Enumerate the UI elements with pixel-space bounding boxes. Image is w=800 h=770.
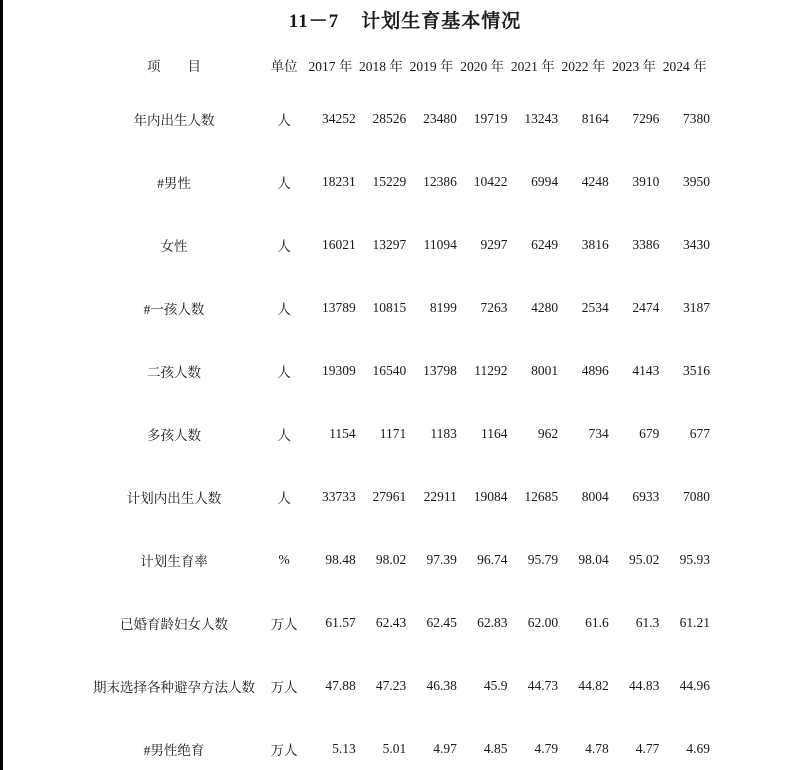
cell-value: 5.13 <box>332 740 356 756</box>
cell-value: 9297 <box>480 236 508 252</box>
cell-value: 7380 <box>683 110 710 126</box>
cell-value: 10422 <box>473 173 508 189</box>
cell-value: 12685 <box>524 488 559 504</box>
cell-value: 3386 <box>632 236 660 252</box>
cell-value: 4.77 <box>635 740 660 756</box>
table-number: 11－7 <box>288 11 340 32</box>
row-label: #一孩人数 <box>143 301 205 317</box>
row-label: 期末选择各种避孕方法人数 <box>93 679 256 695</box>
row-unit: 人 <box>277 364 291 380</box>
table-row <box>85 465 710 528</box>
row-unit: 万人 <box>270 679 298 695</box>
row-unit: % <box>278 551 290 567</box>
cell-value: 4.78 <box>585 740 609 756</box>
cell-value: 47.88 <box>325 677 356 693</box>
header-year-2023: 2023 年 <box>612 59 656 74</box>
cell-value: 8199 <box>429 299 457 315</box>
cell-value: 33733 <box>321 488 356 504</box>
cell-value: 44.83 <box>628 677 660 693</box>
cell-value: 44.73 <box>527 677 559 693</box>
cell-value: 962 <box>537 425 559 441</box>
table-row <box>85 150 710 213</box>
cell-value: 1183 <box>430 425 457 441</box>
cell-value: 95.93 <box>679 551 710 567</box>
cell-value: 95.02 <box>628 551 660 567</box>
header-unit: 单位 <box>270 59 298 74</box>
table-row <box>85 528 710 591</box>
cell-value: 677 <box>689 425 710 441</box>
row-label: #男性绝育 <box>143 742 205 758</box>
cell-value: 4896 <box>581 362 609 378</box>
cell-value: 4.69 <box>686 740 710 756</box>
cell-value: 46.38 <box>426 677 457 693</box>
cell-value: 3910 <box>632 173 660 189</box>
family-planning-table <box>85 43 710 770</box>
cell-value: 18231 <box>321 173 356 189</box>
table-row <box>85 402 710 465</box>
row-label: #男性 <box>157 175 191 191</box>
cell-value: 3816 <box>581 236 609 252</box>
cell-value: 15229 <box>372 173 407 189</box>
cell-value: 98.48 <box>325 551 356 567</box>
cell-value: 28526 <box>372 110 407 126</box>
cell-value: 2534 <box>581 299 609 315</box>
page-left-rule <box>0 0 3 770</box>
row-label: 计划内出生人数 <box>126 490 222 506</box>
cell-value: 4.97 <box>433 740 457 756</box>
table-row <box>85 717 710 770</box>
cell-value: 4143 <box>632 362 660 378</box>
cell-value: 44.82 <box>578 677 609 693</box>
cell-value: 97.39 <box>426 551 457 567</box>
cell-value: 22911 <box>423 488 457 504</box>
table-row <box>85 213 710 276</box>
header-year-2022: 2022 年 <box>561 59 606 74</box>
cell-value: 7263 <box>480 299 508 315</box>
cell-value: 98.04 <box>578 551 609 567</box>
row-label: 多孩人数 <box>147 427 202 443</box>
cell-value: 19309 <box>321 362 356 378</box>
cell-value: 11094 <box>423 236 457 252</box>
header-year-2024: 2024 年 <box>662 59 707 74</box>
cell-value: 11292 <box>474 362 508 378</box>
cell-value: 23480 <box>423 110 457 126</box>
table-body <box>85 87 710 770</box>
cell-value: 3187 <box>683 299 710 315</box>
cell-value: 62.45 <box>426 614 457 630</box>
header-year-2021: 2021 年 <box>510 59 555 74</box>
table-title: 计划生育基本情况 <box>361 11 522 32</box>
cell-value: 98.02 <box>375 551 407 567</box>
cell-value: 44.96 <box>679 677 710 693</box>
cell-value: 13243 <box>524 110 559 126</box>
table-row <box>85 339 710 402</box>
cell-value: 3950 <box>683 173 710 189</box>
cell-value: 19084 <box>473 488 508 504</box>
cell-value: 34252 <box>321 110 356 126</box>
cell-value: 62.00 <box>527 614 559 630</box>
cell-value: 7080 <box>683 488 710 504</box>
cell-value: 95.79 <box>527 551 559 567</box>
row-label: 二孩人数 <box>147 364 202 380</box>
header-item: 项 目 <box>147 59 202 74</box>
cell-value: 16021 <box>321 236 356 252</box>
row-label: 计划生育率 <box>140 553 208 569</box>
cell-value: 16540 <box>372 362 407 378</box>
cell-value: 6994 <box>531 173 559 189</box>
cell-value: 7296 <box>632 110 660 126</box>
row-unit: 人 <box>277 112 291 128</box>
cell-value: 8001 <box>531 362 559 378</box>
cell-value: 61.21 <box>679 614 710 630</box>
cell-value: 734 <box>588 425 609 441</box>
cell-value: 8004 <box>581 488 609 504</box>
table-row <box>85 654 710 717</box>
table-row <box>85 87 710 150</box>
cell-value: 13297 <box>372 236 407 252</box>
cell-value: 3516 <box>683 362 710 378</box>
cell-value: 1154 <box>329 425 356 441</box>
cell-value: 6933 <box>632 488 660 504</box>
cell-value: 62.43 <box>375 614 407 630</box>
table-row <box>85 591 710 654</box>
cell-value: 1171 <box>379 425 407 441</box>
row-unit: 万人 <box>270 742 298 758</box>
table-row <box>85 276 710 339</box>
header-year-2018: 2018 年 <box>359 59 403 74</box>
cell-value: 47.23 <box>375 677 407 693</box>
cell-value: 13798 <box>423 362 457 378</box>
row-label: 已婚育龄妇女人数 <box>120 616 229 632</box>
row-unit: 人 <box>277 175 291 191</box>
page-title <box>10 0 800 43</box>
cell-value: 8164 <box>581 110 609 126</box>
cell-value: 5.01 <box>382 740 407 756</box>
cell-value: 27961 <box>372 488 407 504</box>
row-unit: 人 <box>277 238 291 254</box>
header-year-2020: 2020 年 <box>460 59 505 74</box>
cell-value: 679 <box>639 425 660 441</box>
row-unit: 人 <box>277 427 291 443</box>
cell-value: 61.3 <box>635 614 660 630</box>
header-year-2019: 2019 年 <box>409 59 454 74</box>
cell-value: 13789 <box>321 299 356 315</box>
row-unit: 万人 <box>270 616 298 632</box>
cell-value: 45.9 <box>483 677 508 693</box>
cell-value: 2474 <box>632 299 660 315</box>
cell-value: 4280 <box>531 299 559 315</box>
cell-value: 10815 <box>372 299 407 315</box>
cell-value: 12386 <box>423 173 457 189</box>
cell-value: 4.79 <box>534 740 559 756</box>
cell-value: 6249 <box>531 236 559 252</box>
header-year-2017: 2017 年 <box>308 59 353 74</box>
cell-value: 19719 <box>473 110 508 126</box>
cell-value: 61.6 <box>585 614 609 630</box>
cell-value: 61.57 <box>325 614 356 630</box>
row-label: 女性 <box>160 238 188 254</box>
cell-value: 62.83 <box>477 614 508 630</box>
cell-value: 96.74 <box>477 551 508 567</box>
row-label: 年内出生人数 <box>133 112 215 128</box>
table-header-row <box>85 43 710 87</box>
row-unit: 人 <box>277 490 291 506</box>
cell-value: 3430 <box>683 236 710 252</box>
cell-value: 4248 <box>581 173 609 189</box>
row-unit: 人 <box>277 301 291 317</box>
cell-value: 4.85 <box>483 740 508 756</box>
cell-value: 1164 <box>481 425 508 441</box>
